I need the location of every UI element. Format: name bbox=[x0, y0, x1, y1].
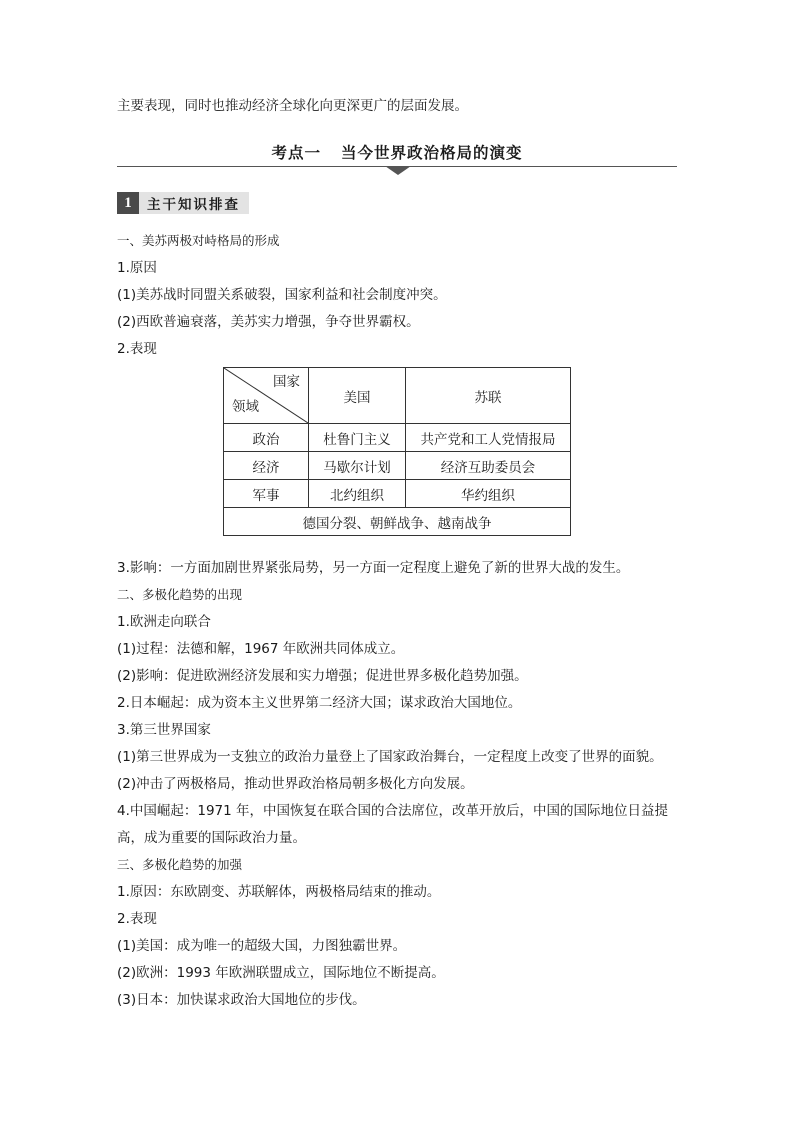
s3-reason: 1.原因：东欧剧变、苏联解体，两极格局结束的推动。 bbox=[117, 884, 441, 900]
s3-p2: (2)欧洲：1993 年欧洲联盟成立，国际地位不断提高。 bbox=[117, 965, 445, 981]
col-header-su: 苏联 bbox=[406, 368, 571, 424]
s1-reason-1: (1)美苏战时同盟关系破裂，国家利益和社会制度冲突。 bbox=[117, 287, 447, 303]
s1-reason-heading: 1.原因 bbox=[117, 260, 157, 276]
badge-label: 主干知识排查 bbox=[147, 197, 240, 213]
row-us: 杜鲁门主义 bbox=[309, 424, 406, 452]
s1-performance-heading: 2.表现 bbox=[117, 341, 157, 357]
comparison-table bbox=[223, 367, 571, 536]
row-su: 共产党和工人党情报局 bbox=[406, 424, 571, 452]
diagonal-header-cell bbox=[224, 368, 309, 424]
row-su: 经济互助委员会 bbox=[406, 452, 571, 480]
table-row bbox=[224, 424, 571, 452]
title-part2: 当今世界政治格局的演变 bbox=[341, 144, 523, 162]
section-title-text bbox=[117, 141, 677, 163]
row-us: 北约组织 bbox=[309, 480, 406, 508]
table-footer: 德国分裂、朝鲜战争、越南战争 bbox=[224, 508, 571, 536]
s1-heading: 一、美苏两极对峙格局的形成 bbox=[117, 233, 280, 248]
title-arrow-icon bbox=[385, 166, 411, 175]
header-country-label: 国家 bbox=[273, 374, 300, 390]
col-header-us: 美国 bbox=[309, 368, 406, 424]
s2-eu-2: (2)影响：促进欧洲经济发展和实力增强；促进世界多极化趋势加强。 bbox=[117, 668, 528, 684]
s2-heading: 二、多极化趋势的出现 bbox=[117, 587, 243, 602]
intro-line: 主要表现，同时也推动经济全球化向更深更广的层面发展。 bbox=[117, 98, 468, 114]
s2-third-2: (2)冲击了两极格局，推动世界政治格局朝多极化方向发展。 bbox=[117, 776, 474, 792]
s3-p1: (1)美国：成为唯一的超级大国，力图独霸世界。 bbox=[117, 938, 407, 954]
row-field: 军事 bbox=[224, 480, 309, 508]
s1-reason-2: (2)西欧普遍衰落，美苏实力增强，争夺世界霸权。 bbox=[117, 314, 420, 330]
s3-performance-heading: 2.表现 bbox=[117, 911, 157, 927]
s2-third-1: (1)第三世界成为一支独立的政治力量登上了国家政治舞台，一定程度上改变了世界的面貌。 bbox=[117, 749, 663, 765]
row-field: 政治 bbox=[224, 424, 309, 452]
row-field: 经济 bbox=[224, 452, 309, 480]
row-us: 马歇尔计划 bbox=[309, 452, 406, 480]
table-row bbox=[224, 452, 571, 480]
s2-eu-heading: 1.欧洲走向联合 bbox=[117, 614, 211, 630]
table-footer-row bbox=[224, 508, 571, 536]
header-field-label: 领域 bbox=[232, 399, 259, 415]
s1-impact: 3.影响：一方面加剧世界紧张局势，另一方面一定程度上避免了新的世界大战的发生。 bbox=[117, 560, 630, 576]
badge-number: 1 bbox=[117, 192, 139, 214]
table-header-row bbox=[224, 368, 571, 424]
section-title bbox=[117, 140, 677, 176]
s2-china-b: 高，成为重要的国际政治力量。 bbox=[117, 830, 306, 846]
s2-japan: 2.日本崛起：成为资本主义世界第二经济大国；谋求政治大国地位。 bbox=[117, 695, 522, 711]
s3-heading: 三、多极化趋势的加强 bbox=[117, 857, 243, 872]
s2-china-a: 4.中国崛起：1971 年，中国恢复在联合国的合法席位，改革开放后，中国的国际地位日益提 bbox=[117, 803, 669, 819]
s2-third-heading: 3.第三世界国家 bbox=[117, 722, 211, 738]
s2-eu-1: (1)过程：法德和解，1967 年欧洲共同体成立。 bbox=[117, 641, 405, 657]
s3-p3: (3)日本：加快谋求政治大国地位的步伐。 bbox=[117, 992, 366, 1008]
row-su: 华约组织 bbox=[406, 480, 571, 508]
section-badge bbox=[117, 192, 249, 214]
table-row bbox=[224, 480, 571, 508]
title-part1: 考点一 bbox=[271, 144, 321, 162]
